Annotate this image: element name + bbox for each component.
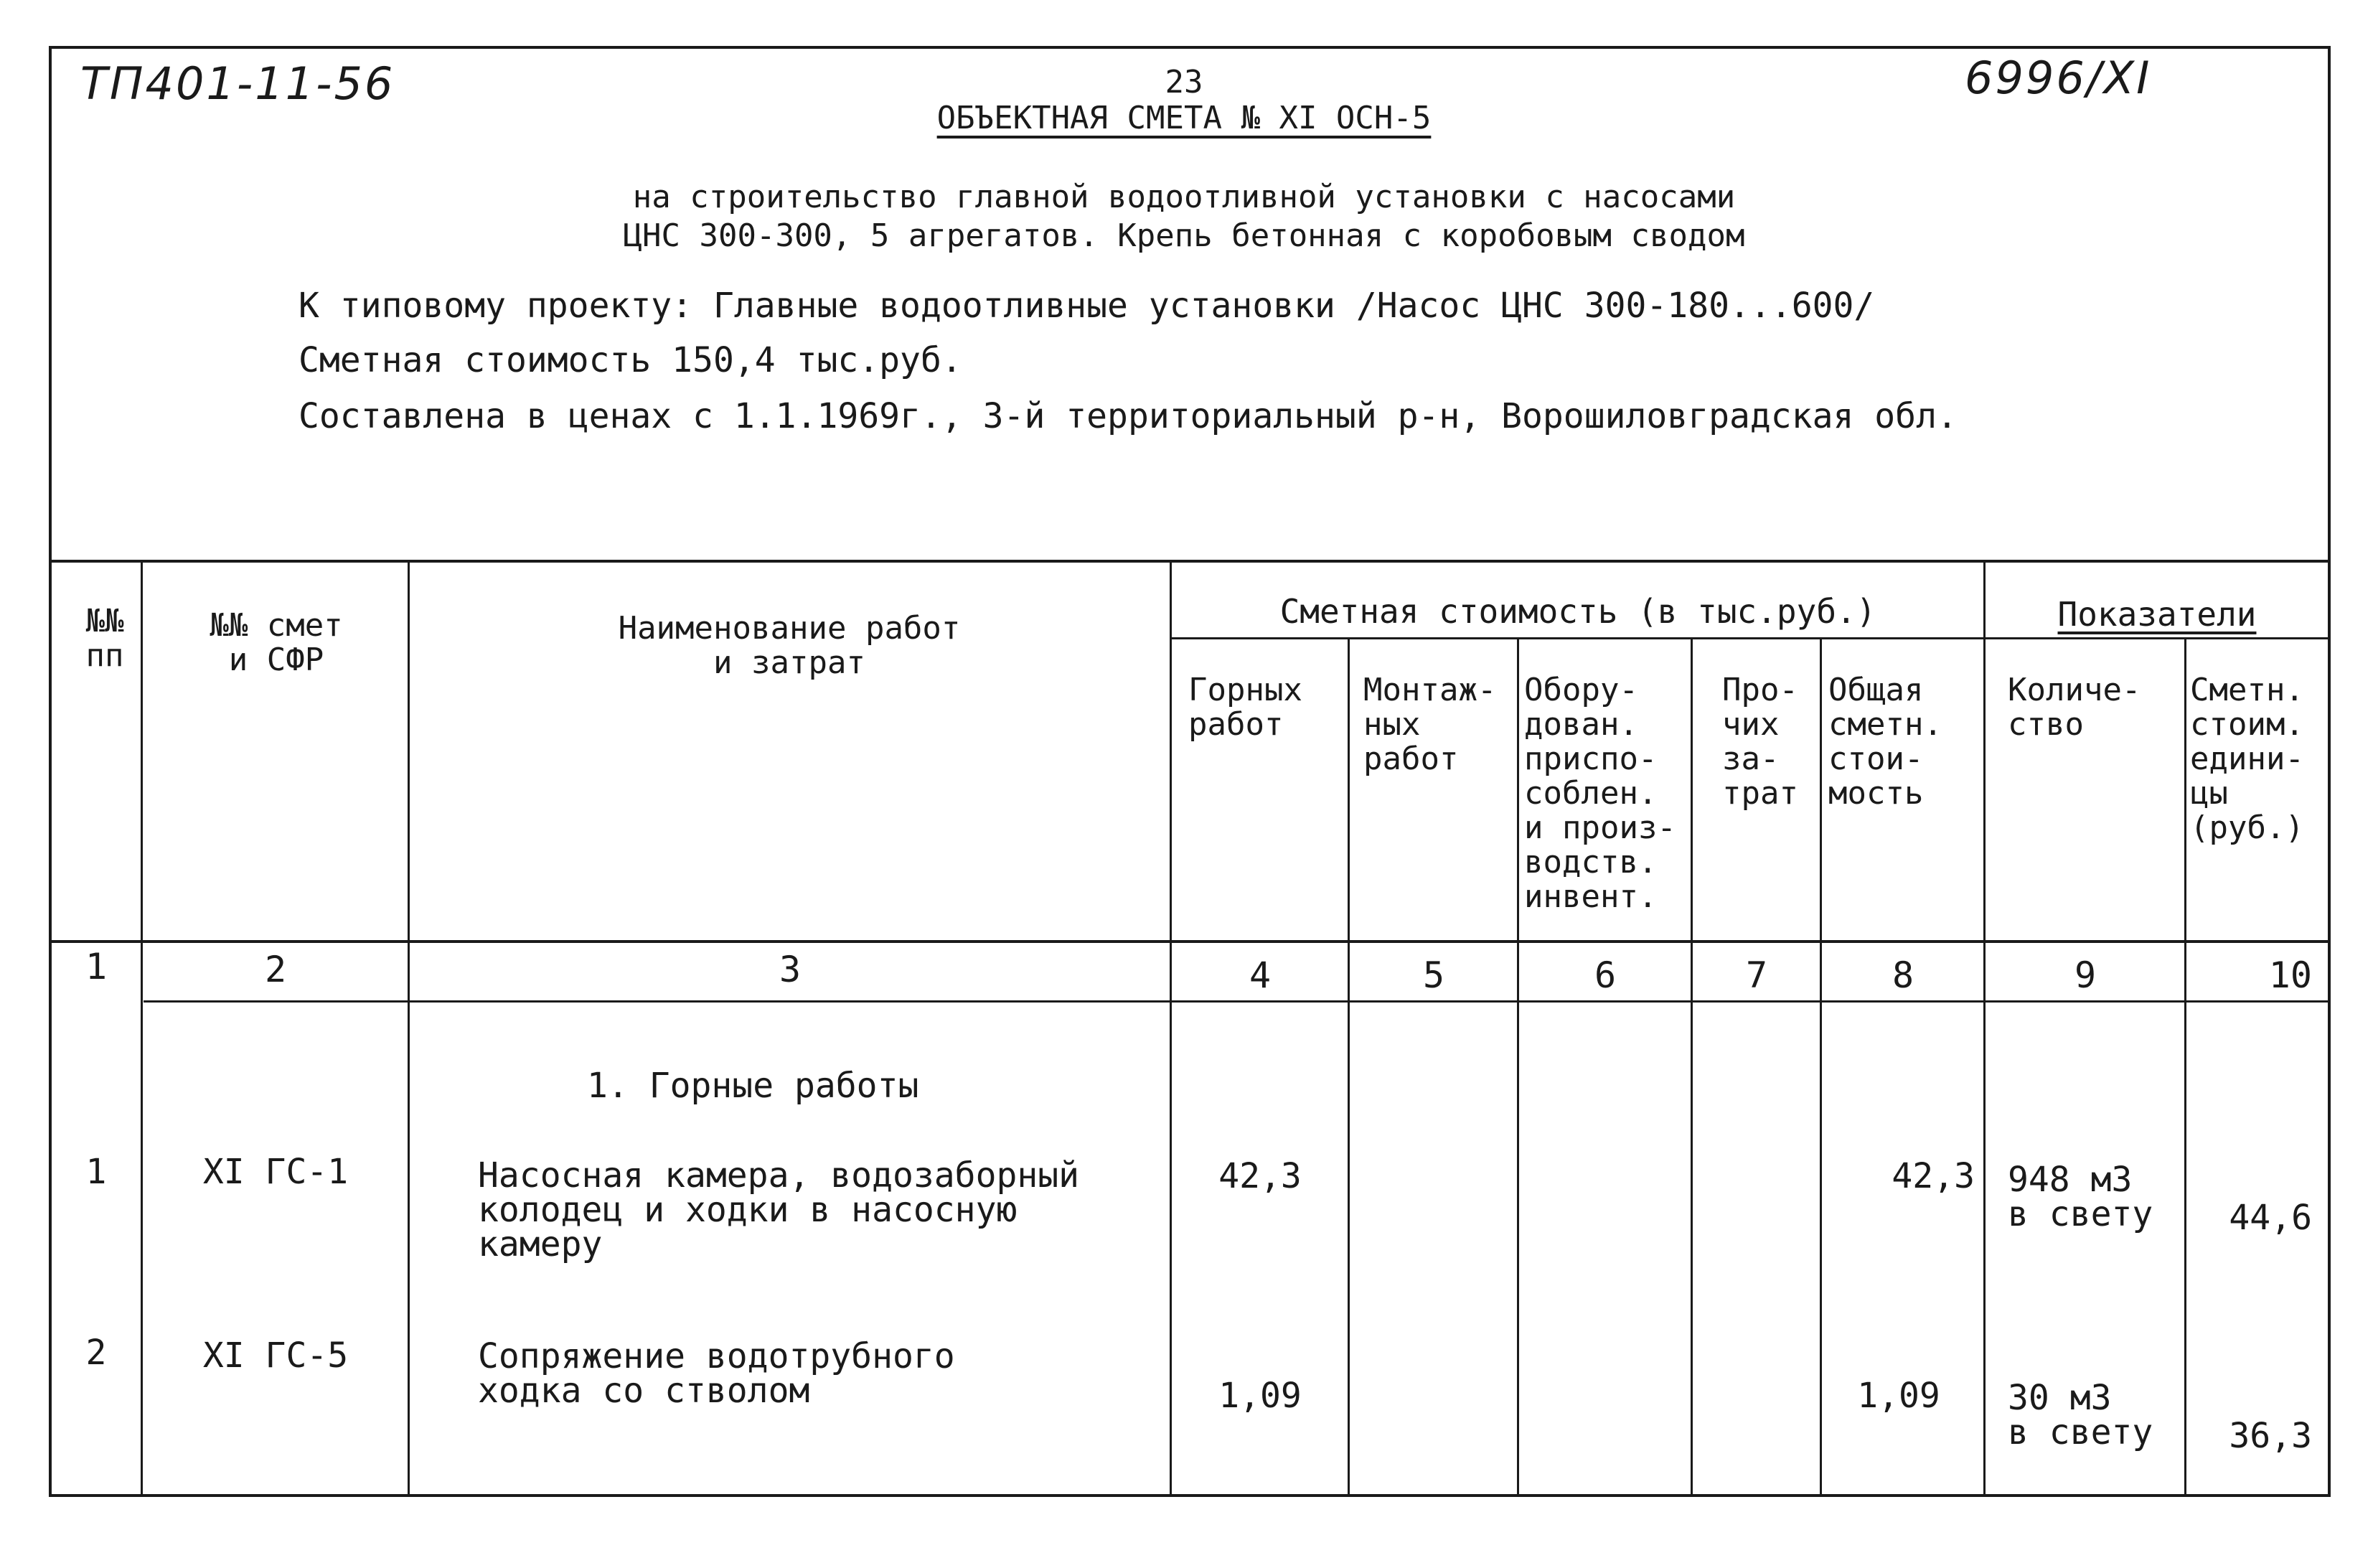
col-divider-6 [1691, 637, 1693, 1496]
frame-bottom [49, 1494, 2331, 1497]
header-col-10: Сметн. стоим. едини- цы (руб.) [2190, 672, 2304, 846]
row-1-total-cost: 42,3 [1892, 1156, 1975, 1196]
section-title: 1. Горные работы [587, 1066, 919, 1106]
frame-right [2328, 46, 2331, 1497]
colnum-bottom-rule [144, 1000, 2331, 1003]
column-number-2: 2 [264, 949, 287, 990]
column-number-10: 10 [2268, 954, 2312, 996]
subtitle-line-1: на строительство главной водоотливной установки с насосами [632, 179, 1736, 215]
header-col-8: Общая сметн. стои- мость [1828, 672, 1942, 812]
col-divider-3 [1170, 560, 1172, 1496]
sheet-code: 6996/XI [1965, 52, 2152, 104]
row-1-name: Насосная камера, водозаборный колодец и ходки в насосную камеру [478, 1155, 1080, 1264]
row-2-name: Сопряжение водотрубного ходка со стволом [478, 1336, 955, 1411]
frame-left [49, 46, 52, 1497]
table-top-rule [49, 560, 2331, 563]
row-2-unit-cost: 36,3 [2229, 1416, 2312, 1456]
column-number-8: 8 [1892, 954, 1914, 996]
column-number-9: 9 [2074, 954, 2097, 996]
subtitle-line-2: ЦНС 300-300, 5 агрегатов. Крепь бетонная с коробовым сводом [623, 217, 1745, 254]
row-1-estimate: XI ГС-1 [202, 1152, 349, 1192]
frame-top [49, 46, 2331, 49]
col-divider-2 [408, 560, 410, 1496]
info-line-3: Составлена в ценах с 1.1.1969г., 3-й территориальный р-н, Ворошиловградская обл. [299, 396, 1958, 436]
header-col-3: Наименование работ и затрат [618, 610, 961, 681]
col-divider-1 [141, 560, 143, 1496]
row-2-quantity: 30 м3 в свету [2008, 1378, 2153, 1452]
column-number-7: 7 [1745, 954, 1768, 996]
column-number-5: 5 [1422, 954, 1445, 996]
row-1-unit-cost: 44,6 [2229, 1198, 2312, 1238]
header-col-1: №№ пп [85, 603, 124, 674]
document-title: ОБЪЕКТНАЯ СМЕТА № XI ОСН-5 [936, 100, 1432, 136]
header-bottom-rule [49, 940, 2331, 943]
col-divider-7 [1820, 637, 1822, 1496]
info-line-2: Сметная стоимость 150,4 тыс.руб. [299, 340, 962, 380]
row-1-no: 1 [85, 1152, 107, 1192]
row-2-total-cost: 1,09 [1857, 1376, 1940, 1416]
row-2-mining-cost: 1,09 [1218, 1376, 1302, 1416]
header-group-cost: Сметная стоимость (в тыс.руб.) [1279, 592, 1876, 631]
header-col-7: Про- чих за- трат [1722, 672, 1798, 812]
header-col-9: Количе- ство [2008, 672, 2141, 743]
col-divider-4 [1348, 637, 1350, 1496]
column-number-4: 4 [1249, 954, 1272, 996]
row-2-no: 2 [85, 1333, 107, 1373]
header-col-4: Горных работ [1188, 672, 1302, 743]
col-divider-9 [2184, 637, 2186, 1496]
row-2-estimate: XI ГС-5 [202, 1335, 349, 1376]
column-number-1: 1 [85, 946, 108, 987]
col-divider-8 [1983, 560, 1986, 1496]
header-col-5: Монтаж- ных работ [1363, 672, 1497, 777]
header-col-2: №№ смет и СФР [210, 607, 343, 678]
page-number: 23 [1165, 64, 1203, 100]
project-code: ТП401-11-56 [80, 57, 395, 110]
column-number-3: 3 [779, 949, 802, 990]
row-1-mining-cost: 42,3 [1218, 1156, 1302, 1196]
column-number-6: 6 [1594, 954, 1617, 996]
group-header-rule [1170, 637, 2331, 639]
col-divider-5 [1517, 637, 1519, 1496]
row-1-quantity: 948 м3 в свету [2008, 1160, 2153, 1234]
info-line-1: К типовому проекту: Главные водоотливные установки /Насос ЦНС 300-180...600/ [299, 286, 1875, 326]
header-group-indicators: Показатели [2057, 595, 2257, 634]
header-col-6: Обору- дован. приспо- соблен. и произ- водств. инвент. [1524, 672, 1676, 915]
